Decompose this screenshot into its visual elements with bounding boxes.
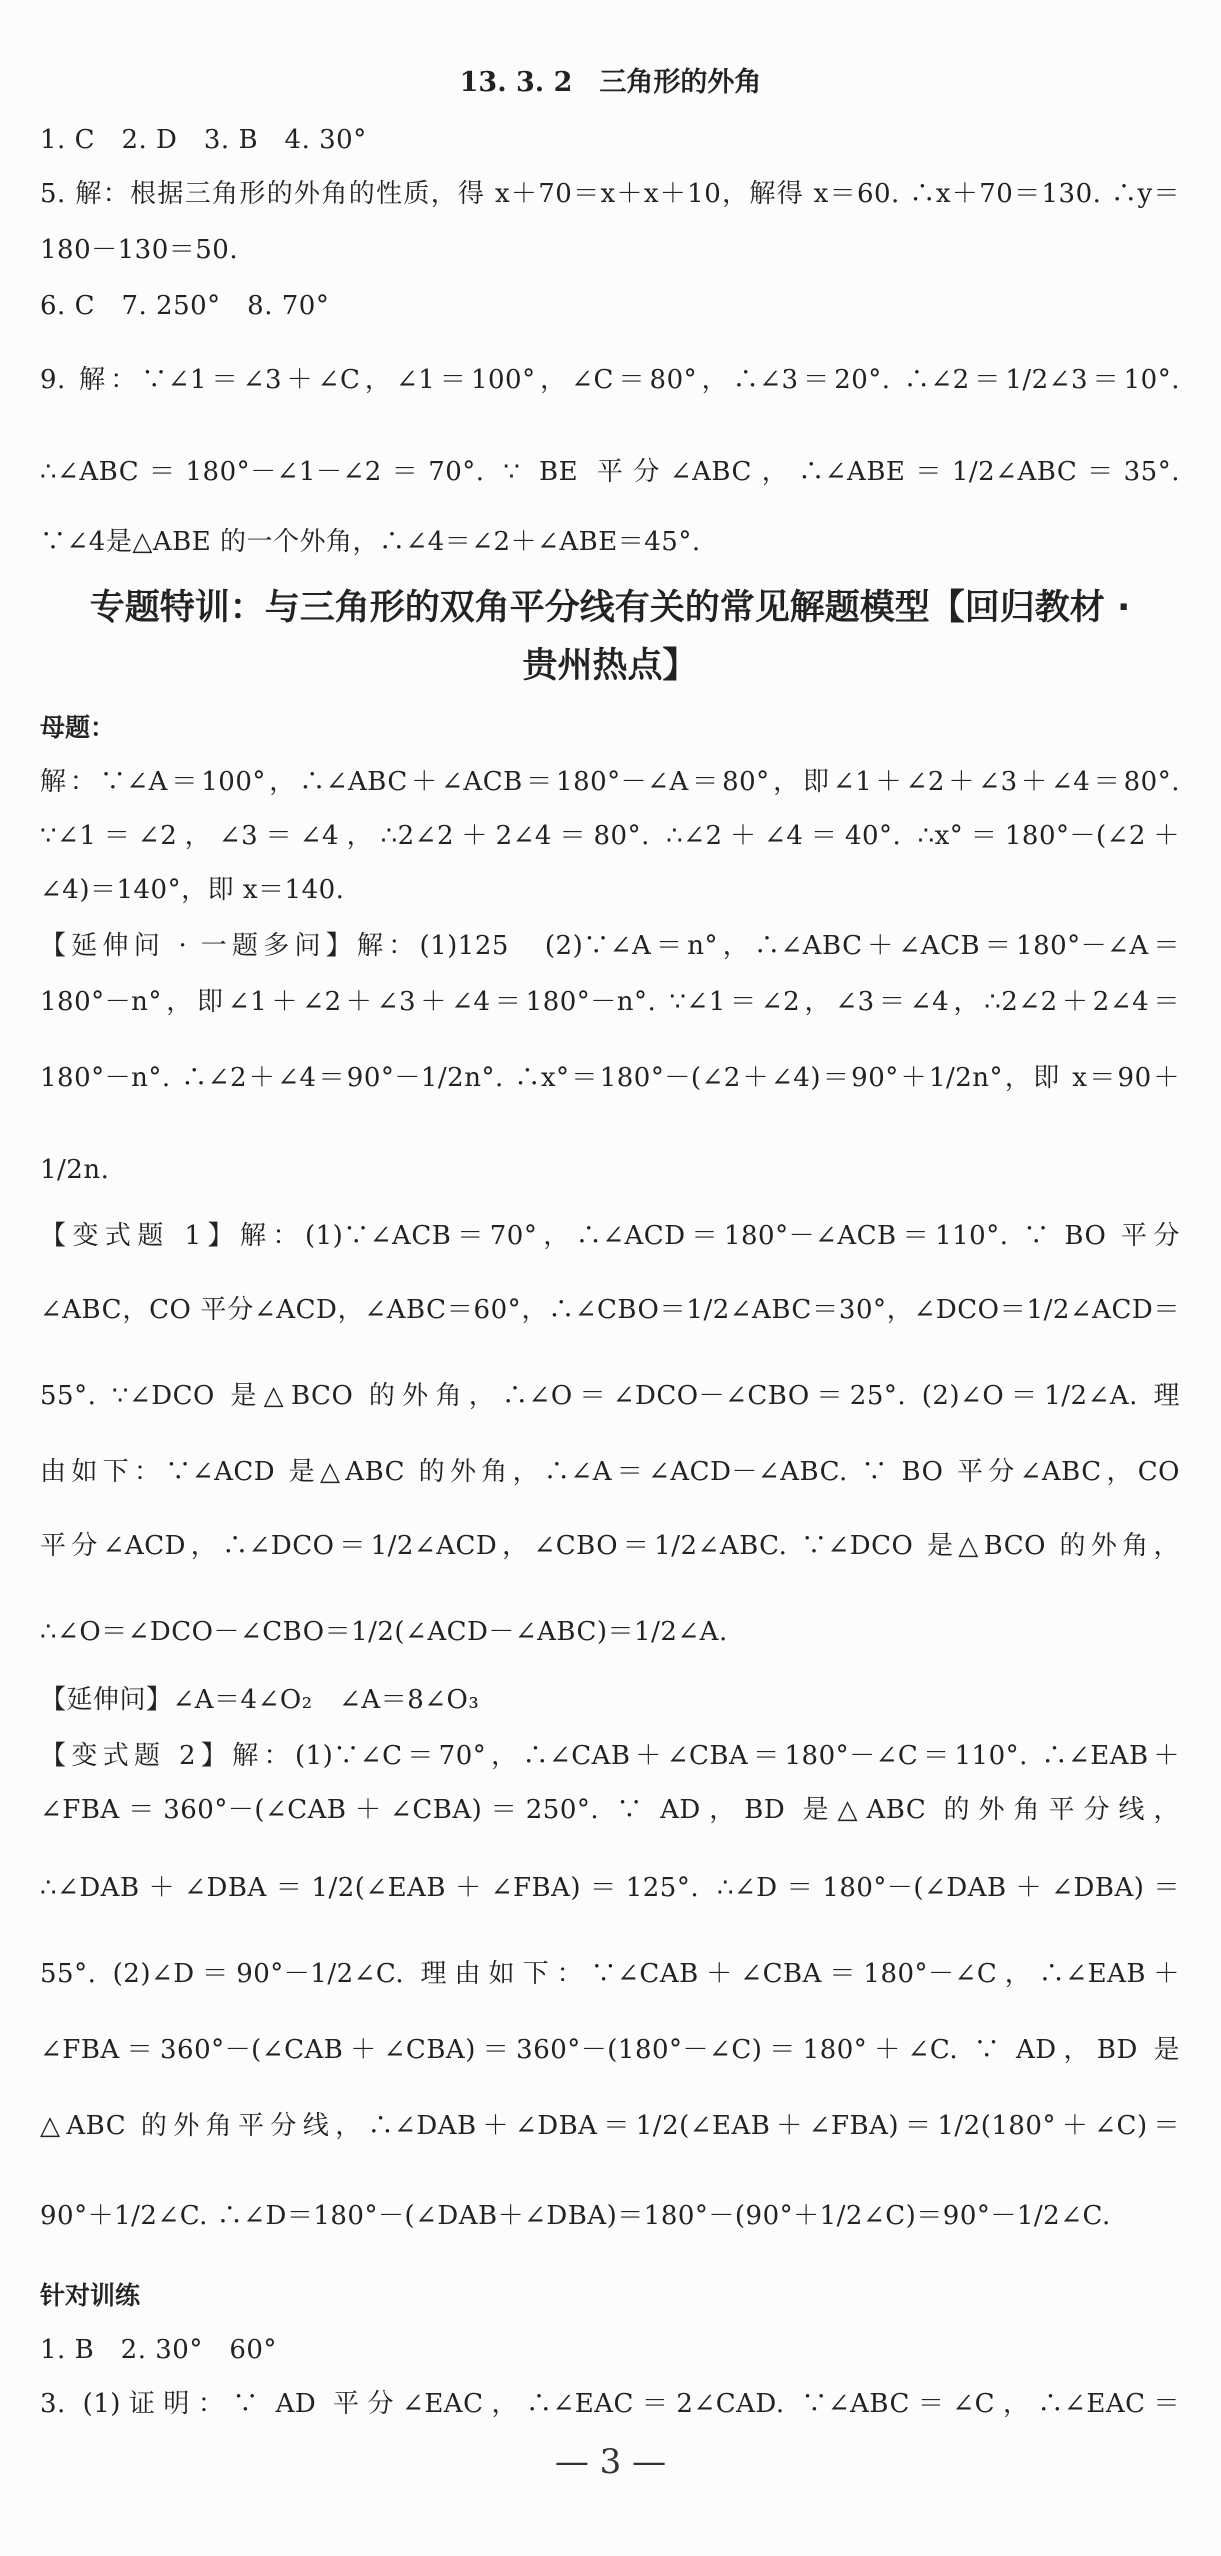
text-line: 【变式题 2】解：(1)∵∠C＝70°，∴∠CAB＋∠CBA＝180°－∠C＝110°. ∴∠EAB＋ <box>40 1741 1180 1771</box>
section-title: 13. 3. 2 三角形的外角 <box>459 67 762 98</box>
text-line: 1/2n. <box>40 1155 110 1185</box>
text-line: 180°－n°. ∴∠2＋∠4＝90°－1/2n°. ∴x°＝180°－(∠2＋∠4)＝90°＋1/2n°，即 x＝90＋ <box>40 1063 1180 1093</box>
heading-practice: 针对训练 <box>40 2281 141 2310</box>
text-line: ∠FBA＝360°－(∠CAB＋∠CBA)＝360°－(180°－∠C)＝180°＋∠C. ∵ AD，BD 是 <box>40 2035 1180 2065</box>
text-line: 1. B 2. 30° 60° <box>40 2335 277 2365</box>
text-line: 55°. (2)∠D＝90°－1/2∠C. 理由如下：∵∠CAB＋∠CBA＝180°－∠C，∴∠EAB＋ <box>40 1959 1180 1989</box>
text-line: ∴∠O＝∠DCO－∠CBO＝1/2(∠ACD－∠ABC)＝1/2∠A. <box>40 1617 728 1647</box>
topic-title-line1: 专题特训：与三角形的双角平分线有关的常见解题模型【回归教材 · <box>89 588 1131 628</box>
text-line: 5. 解：根据三角形的外角的性质，得 x＋70＝x＋x＋10，解得 x＝60. ∴x＋70＝130. ∴y＝ <box>40 179 1180 209</box>
text-line: 【延伸问】∠A＝4∠O₂ ∠A＝8∠O₃ <box>40 1685 480 1715</box>
text-line: ∴∠ABC＝180°－∠1－∠2＝70°. ∵ BE 平分∠ABC，∴∠ABE＝1/2∠ABC＝35°. <box>40 457 1180 487</box>
text-line: ∠ABC，CO 平分∠ACD，∠ABC＝60°，∴∠CBO＝1/2∠ABC＝30°，∠DCO＝1/2∠ACD＝ <box>40 1295 1180 1325</box>
text-line: ∵∠1＝∠2，∠3＝∠4，∴2∠2＋2∠4＝80°. ∴∠2＋∠4＝40°. ∴x°＝180°－(∠2＋ <box>40 821 1180 851</box>
text-line: ∴∠DAB＋∠DBA＝1/2(∠EAB＋∠FBA)＝125°. ∴∠D＝180°－(∠DAB＋∠DBA)＝ <box>40 1873 1180 1903</box>
text-line: 平分∠ACD，∴∠DCO＝1/2∠ACD，∠CBO＝1/2∠ABC. ∵∠DCO 是△BCO 的外角， <box>40 1531 1180 1561</box>
text-line: 1. C 2. D 3. B 4. 30° <box>40 125 367 155</box>
page-number: — 3 — <box>554 2442 667 2482</box>
text-line: 180－130＝50. <box>40 235 239 265</box>
text-line: △ABC 的外角平分线，∴∠DAB＋∠DBA＝1/2(∠EAB＋∠FBA)＝1/2(180°＋∠C)＝ <box>40 2111 1180 2141</box>
text-line: 3. (1)证明：∵ AD 平分∠EAC，∴∠EAC＝2∠CAD. ∵∠ABC＝∠C，∴∠EAC＝ <box>40 2389 1180 2419</box>
text-line: 【延伸问 · 一题多问】解：(1)125 (2)∵∠A＝n°，∴∠ABC＋∠ACB＝180°－∠A＝ <box>40 931 1180 961</box>
text-line: ∠4)＝140°，即 x＝140. <box>40 875 345 905</box>
text-line: 解：∵∠A＝100°，∴∠ABC＋∠ACB＝180°－∠A＝80°，即∠1＋∠2＋∠3＋∠4＝80°. <box>40 767 1180 797</box>
text-line: ∵∠4是△ABE 的一个外角，∴∠4＝∠2＋∠ABE＝45°. <box>40 527 701 557</box>
text-line: 180°－n°，即∠1＋∠2＋∠3＋∠4＝180°－n°. ∵∠1＝∠2，∠3＝∠4，∴2∠2＋2∠4＝ <box>40 987 1180 1017</box>
text-line: 6. C 7. 250° 8. 70° <box>40 291 330 321</box>
heading-mother-problem: 母题： <box>40 713 116 742</box>
topic-title-line2: 贵州热点】 <box>522 646 698 686</box>
text-line: ∠FBA＝360°－(∠CAB＋∠CBA)＝250°. ∵ AD，BD 是△ABC 的外角平分线， <box>40 1795 1180 1825</box>
text-line: 9. 解：∵∠1＝∠3＋∠C，∠1＝100°，∠C＝80°，∴∠3＝20°. ∴∠2＝1/2∠3＝10°. <box>40 365 1180 395</box>
text-line: 90°＋1/2∠C. ∴∠D＝180°－(∠DAB＋∠DBA)＝180°－(90°＋1/2∠C)＝90°－1/2∠C. <box>40 2201 1111 2231</box>
text-line: 55°. ∵∠DCO 是△BCO 的外角，∴∠O＝∠DCO－∠CBO＝25°. (2)∠O＝1/2∠A. 理 <box>40 1381 1180 1411</box>
text-line: 由如下：∵∠ACD 是△ABC 的外角，∴∠A＝∠ACD－∠ABC. ∵ BO 平分∠ABC，CO <box>40 1457 1180 1487</box>
text-line: 【变式题 1】解：(1)∵∠ACB＝70°，∴∠ACD＝180°－∠ACB＝110°. ∵ BO 平分 <box>40 1221 1180 1251</box>
